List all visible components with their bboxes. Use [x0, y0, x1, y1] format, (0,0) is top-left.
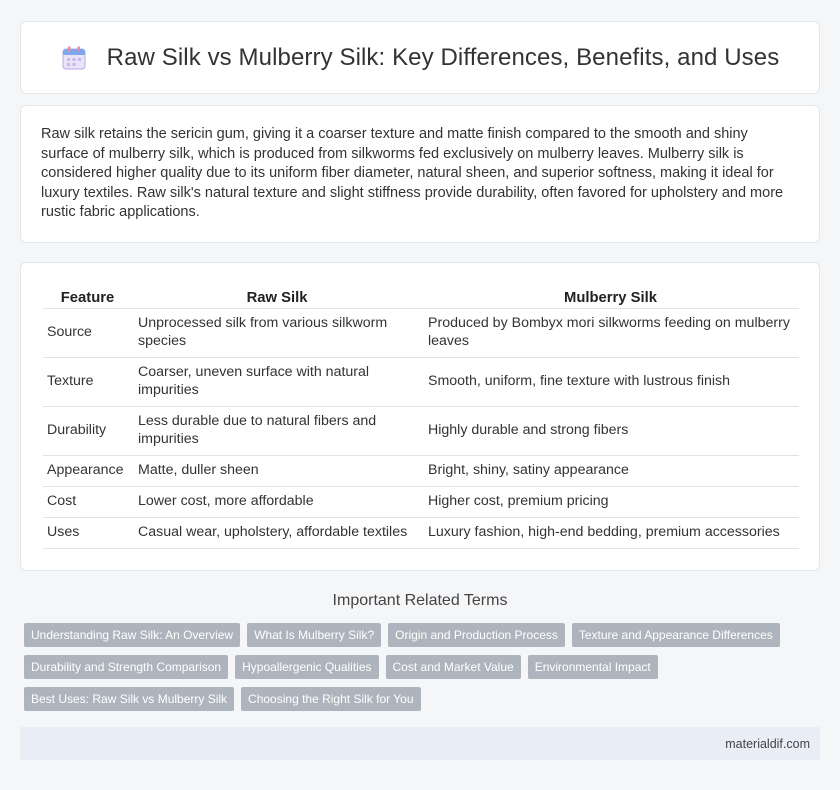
footer: [20, 727, 820, 760]
header-raw-silk: Raw Silk: [246, 289, 308, 306]
comparison-card: [20, 262, 820, 571]
mulberry-silk-cell: Higher cost, premium pricing: [422, 486, 799, 517]
raw-silk-cell: Casual wear, upholstery, affordable textiles: [132, 517, 422, 548]
tag-link[interactable]: Environmental Impact: [528, 655, 658, 679]
feature-cell: Cost: [43, 486, 132, 517]
header-mulberry-silk: Mulberry Silk: [564, 289, 657, 306]
mulberry-silk-cell: Highly durable and strong fibers: [422, 406, 799, 455]
tag-link[interactable]: Choosing the Right Silk for You: [241, 687, 420, 711]
feature-cell: Texture: [43, 357, 132, 406]
tag-link[interactable]: Understanding Raw Silk: An Overview: [24, 623, 240, 647]
table-row: [43, 486, 799, 517]
table-row: [43, 357, 799, 406]
tag-row: [24, 623, 824, 647]
header-feature: Feature: [60, 289, 115, 306]
related-terms: [24, 623, 824, 719]
feature-cell: Uses: [43, 517, 132, 548]
raw-silk-cell: Matte, duller sheen: [132, 455, 422, 486]
tag-link[interactable]: Texture and Appearance Differences: [572, 623, 780, 647]
raw-silk-cell: Less durable due to natural fibers and impurities: [132, 406, 422, 455]
feature-cell: Source: [43, 308, 132, 357]
raw-silk-cell: Lower cost, more affordable: [132, 486, 422, 517]
related-terms-title: Important Related Terms: [332, 592, 508, 609]
feature-cell: Appearance: [43, 455, 132, 486]
header: [61, 44, 780, 72]
mulberry-silk-cell: Smooth, uniform, fine texture with lustrous finish: [422, 357, 799, 406]
page-title: Raw Silk vs Mulberry Silk: Key Differences, Benefits, and Uses: [106, 43, 780, 71]
footer-site[interactable]: materialdif.com: [725, 736, 810, 751]
tag-link[interactable]: Hypoallergenic Qualities: [235, 655, 378, 679]
tag-link[interactable]: Cost and Market Value: [386, 655, 521, 679]
table-row: [43, 308, 799, 357]
feature-cell: Durability: [43, 406, 132, 455]
summary-card: [20, 105, 820, 243]
summary-text: Raw silk retains the sericin gum, giving it a coarser texture and matte finish compared to the smooth and shiny surface of mulberry silk, which is produced from silkworms fed exclusively on mulberry leaves. Mulberry silk is considered higher quality due to its uniform fiber diameter, natural sheen, and superior softness, making it ideal for luxury textiles. Raw silk's natural texture and slight stiffness provide durability, often favored for upholstery and more rustic fabric applications.: [41, 126, 784, 221]
tag-link[interactable]: Best Uses: Raw Silk vs Mulberry Silk: [24, 687, 234, 711]
header-card: [20, 21, 820, 94]
table-row: [43, 517, 799, 548]
calendar-icon: [61, 45, 87, 71]
comparison-table: [43, 284, 799, 549]
mulberry-silk-cell: Luxury fashion, high-end bedding, premium accessories: [422, 517, 799, 548]
mulberry-silk-cell: Bright, shiny, satiny appearance: [422, 455, 799, 486]
tag-row: [24, 655, 824, 679]
tag-row: [24, 687, 824, 711]
raw-silk-cell: Unprocessed silk from various silkworm species: [132, 308, 422, 357]
raw-silk-cell: Coarser, uneven surface with natural impurities: [132, 357, 422, 406]
table-header-row: [43, 284, 799, 308]
table-row: [43, 406, 799, 455]
table-row: [43, 455, 799, 486]
tag-link[interactable]: Durability and Strength Comparison: [24, 655, 228, 679]
mulberry-silk-cell: Produced by Bombyx mori silkworms feeding on mulberry leaves: [422, 308, 799, 357]
tag-link[interactable]: What Is Mulberry Silk?: [247, 623, 381, 647]
tag-link[interactable]: Origin and Production Process: [388, 623, 565, 647]
